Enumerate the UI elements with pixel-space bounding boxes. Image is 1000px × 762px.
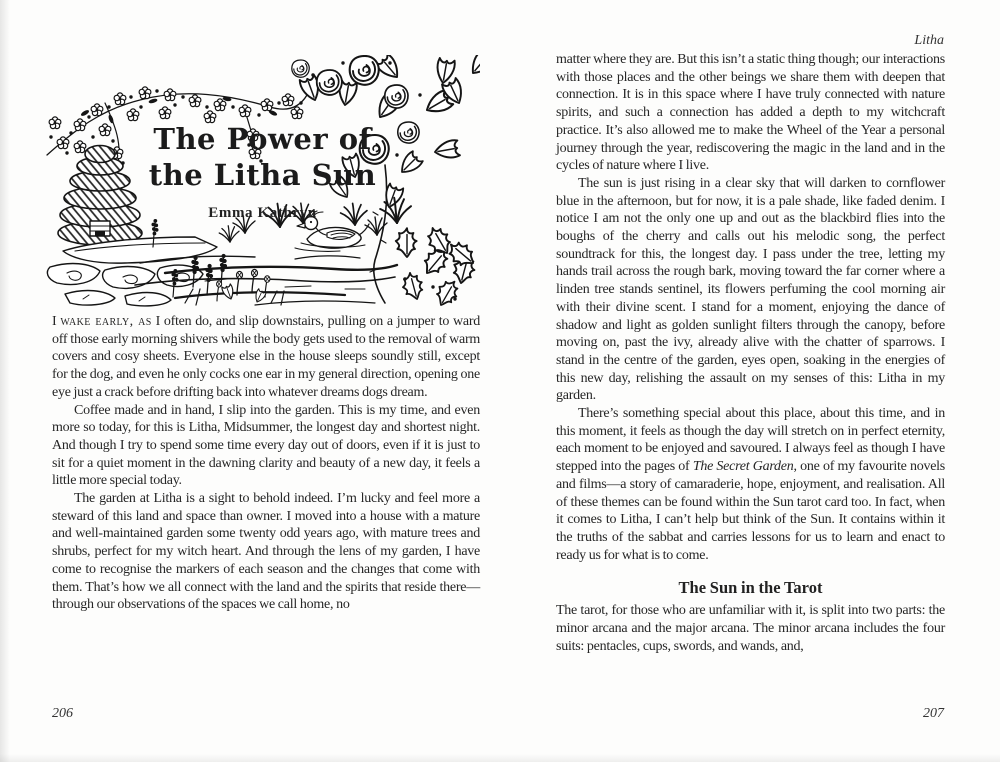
left-page-text: [52, 313, 480, 614]
chapter-illustration: [45, 55, 480, 310]
paragraph: The tarot, for those who are unfamiliar with it, is split into two parts: the minor arcana and the major arcana. The minor arcana includes the four suits: pentacles, cups, swords, and wands, and,: [556, 603, 945, 654]
chapter-title: [45, 121, 480, 193]
right-page-text: [556, 51, 945, 655]
book-title-italic: The Secret Garden: [692, 459, 794, 475]
chapter-title-line1: The Power of: [153, 122, 372, 156]
paragraph-text: There’s something special about this place, about this time, and in this moment, it feels as though the day will stretch on in perfect eternity, each moment to be enjoyed and savoured. I always feel as though I have stepped into the pages of: [556, 406, 945, 475]
paragraph: matter where they are. But this isn’t a static thing though; our interactions with those places and the other beings we share them with deepen that connection. It is in this space where I have truly connected with nature spirits, and such a connection has added a depth to my witchcraft practice. It’s also allowed me to make the Wheel of the Year a personal journey through the year, rediscovering the magic in the land and in the cycles of nature where I live.: [556, 52, 945, 174]
paragraph: The sun is just rising in a clear sky that will darken to cornflower blue in the afternoon, but for now, it is a pale shade, like faded denim. I notice I am not the only one up and out as the blackbird flies into the boughs of the cherry and calls out his melodic song, the perfect soundtrack for this, the longest day. I pass under the tree, letting my hands trail across the rough bark, moving toward the far corner where a linden tree stands sentinel, its flowers perfuming the cool morning air with their divine scent. I stand for a moment, enjoying the dance of shadow and light as golden sunlight filters through the canopy, before moving on, past the ivy, already alive with the chatter of sparrows. I stand in the centre of the garden, eyes open, soaking in the energies of this new day, relishing the assault on my senses of this: Litha in my garden.: [556, 175, 945, 404]
page-number-right: 207: [923, 706, 944, 721]
paragraph-text: , one of my favourite novels and films—a story of camaraderie, hope, enjoyment, and realisation. All of these themes can be found within the Sun tarot card too. In fact, when it comes to Litha, I can’t help but think of the Sun. It contains within it the truths of the sabbat and carries lessons for us to learn and enact to ready us for what is to come.: [556, 459, 945, 563]
paragraph-lead: I: [52, 314, 61, 329]
paragraph: [556, 405, 945, 564]
scan-edge-shading-bottom: [0, 754, 1000, 762]
paragraph: [52, 313, 480, 402]
paragraph: The garden at Litha is a sight to behold indeed. I’m lucky and feel more a steward of this land and space than owner. I moved into a house with a mature and well-maintained garden some twenty odd years ago, with mature trees and shrubs, perfect for my witch heart. And through the lens of my garden, I have come to recognise the markers of each season and the changes that come with them. That’s how we all connect with the land and the spirits that reside there—through our observations of the spaces we call home, no: [52, 491, 480, 613]
shrub-illustration: [396, 223, 479, 309]
chapter-title-line2: the Litha Sun: [148, 158, 377, 192]
chapter-author: Emma Kathryn: [208, 205, 317, 221]
paragraph: Coffee made and in hand, I slip into the garden. This is my time, and even more so today, for this is Litha, Midsummer, the longest day and shortest night. And though I try to spend some time every day out of doors, even if it is just to sit for a quiet moment in the dawning clarity and beauty of a new day, it feels a little more special today.: [52, 402, 480, 489]
page-number-left: 206: [52, 706, 73, 721]
scan-edge-shading-left: [0, 0, 10, 762]
paragraph-text: I often do, and slip downstairs, pulling on a jumper to ward off those early morning shivers while the body gets used to the removal of warm covers and cosy sheets. Everyone else in the house sleeps soundly still, except for the dog, and even he only cocks one ear in my general direction, opening one eye just a crack before drifting back into whatever dreams dogs dream.: [52, 314, 481, 400]
running-header: Litha: [914, 33, 944, 48]
small-caps-opening: wake early, as: [60, 314, 152, 329]
section-heading: The Sun in the Tarot: [678, 578, 823, 598]
